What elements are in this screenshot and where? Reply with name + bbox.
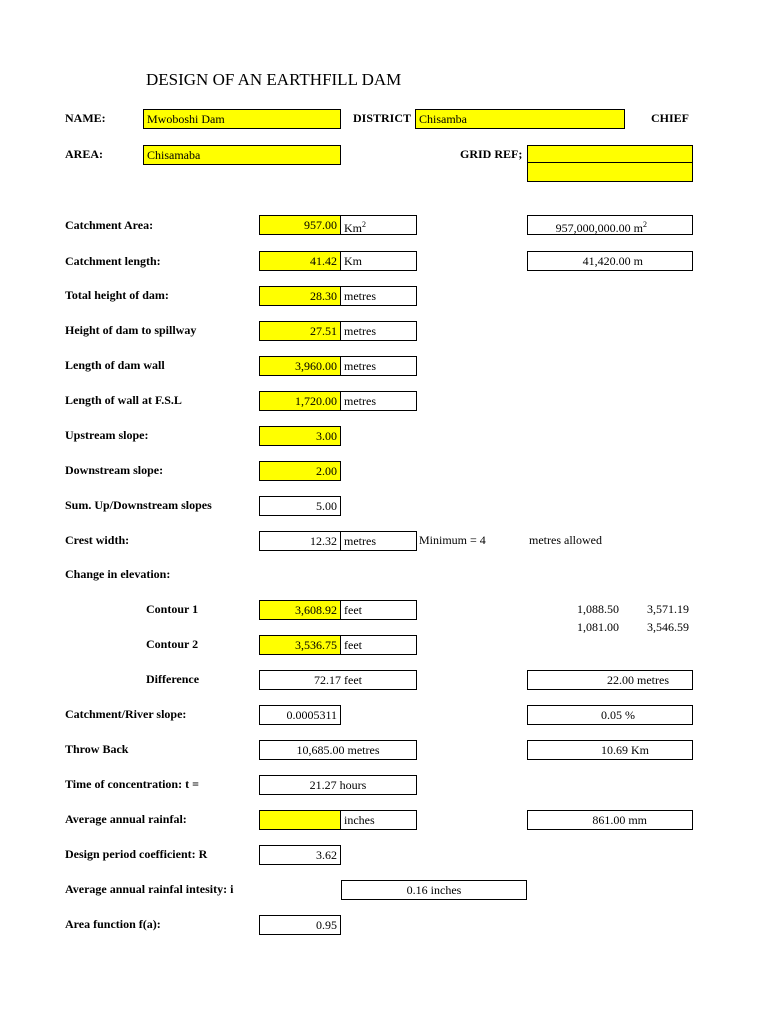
river-slope-value: 0.0005311 <box>259 705 341 725</box>
difference-metres <box>527 670 693 690</box>
alt-value: 22.00 <box>607 673 634 687</box>
catchment-length-label: Catchment length: <box>65 254 161 268</box>
chief-label: CHIEF <box>651 111 690 125</box>
length-wall-input[interactable]: 3,960.00 <box>259 356 341 376</box>
upstream-slope-input[interactable]: 3.00 <box>259 426 341 446</box>
difference-label: Difference <box>146 672 200 686</box>
alt-unit: Km <box>631 743 649 757</box>
alt-value: 861.00 <box>592 813 626 827</box>
river-slope-percent <box>527 705 693 725</box>
height-spillway-input[interactable]: 27.51 <box>259 321 341 341</box>
contour2-side-a: 1,081.00 <box>577 620 619 634</box>
alt-unit: % <box>625 708 635 722</box>
alt-unit: metres <box>637 673 669 687</box>
catchment-length-m <box>527 251 693 271</box>
catchment-length-input[interactable]: 41.42 <box>259 251 341 271</box>
rainfall-intensity-value <box>341 880 527 900</box>
alt-value: 10.69 <box>601 743 628 757</box>
height-spillway-unit: metres <box>341 321 417 341</box>
total-height-label: Total height of dam: <box>65 288 169 302</box>
annual-rainfall-unit: inches <box>341 810 417 830</box>
alt-unit: m <box>633 254 643 268</box>
unit: hours <box>339 778 367 792</box>
area-input[interactable]: Chisamaba <box>143 145 341 165</box>
total-height-input[interactable]: 28.30 <box>259 286 341 306</box>
district-label: DISTRICT <box>353 111 412 125</box>
crest-width-unit: metres <box>341 531 417 551</box>
design-coefficient-value: 3.62 <box>259 845 341 865</box>
value: 0.16 <box>406 883 428 897</box>
contour2-unit: feet <box>341 635 417 655</box>
difference-value <box>259 670 417 690</box>
unit-text: Km <box>344 221 362 235</box>
sum-slopes-label: Sum. Up/Downstream slopes <box>65 498 212 512</box>
grid-ref-label: GRID REF; <box>460 147 523 161</box>
catchment-area-input[interactable]: 957.00 <box>259 215 341 235</box>
unit: inches <box>430 883 462 897</box>
annual-rainfall-mm <box>527 810 693 830</box>
contour1-unit: feet <box>341 600 417 620</box>
contour1-side-a: 1,088.50 <box>577 602 619 616</box>
total-height-unit: metres <box>341 286 417 306</box>
length-fsl-input[interactable]: 1,720.00 <box>259 391 341 411</box>
downstream-slope-label: Downstream slope: <box>65 463 164 477</box>
name-label: NAME: <box>65 111 106 125</box>
name-input[interactable]: Mwoboshi Dam <box>143 109 341 129</box>
alt-value: 41,420.00 <box>582 254 631 268</box>
upstream-slope-label: Upstream slope: <box>65 428 149 442</box>
rainfall-intensity-label: Average annual rainfal intesity: i <box>65 882 234 896</box>
alt-value: 0.05 <box>601 708 622 722</box>
crest-width-value: 12.32 <box>259 531 341 551</box>
design-coefficient-label: Design period coefficient: R <box>65 847 208 861</box>
grid-ref-input-2[interactable] <box>527 162 693 182</box>
area-label: AREA: <box>65 147 103 161</box>
throw-back-value <box>259 740 417 760</box>
value: 21.27 <box>309 778 337 792</box>
catchment-area-label: Catchment Area: <box>65 218 154 232</box>
length-fsl-label: Length of wall at F.S.L <box>65 393 182 407</box>
throw-back-km <box>527 740 693 760</box>
contour2-label: Contour 2 <box>146 637 199 651</box>
change-elevation-label: Change in elevation: <box>65 567 171 581</box>
time-concentration-label: Time of concentration: t = <box>65 777 199 791</box>
area-function-value: 0.95 <box>259 915 341 935</box>
time-concentration-value <box>259 775 417 795</box>
value: 72.17 <box>314 673 341 687</box>
sum-slopes-value: 5.00 <box>259 496 341 516</box>
unit-sup: 2 <box>362 220 366 229</box>
unit: feet <box>344 673 362 687</box>
area-function-label: Area function f(a): <box>65 917 161 931</box>
contour1-side-b: 3,571.19 <box>647 602 689 616</box>
length-fsl-unit: metres <box>341 391 417 411</box>
contour1-input[interactable]: 3,608.92 <box>259 600 341 620</box>
river-slope-label: Catchment/River slope: <box>65 707 187 721</box>
alt-unit: m <box>633 221 643 235</box>
throw-back-label: Throw Back <box>65 742 129 756</box>
page-title: DESIGN OF AN EARTHFILL DAM <box>146 70 402 89</box>
crest-allowed-note: metres allowed <box>529 533 602 547</box>
crest-minimum-note: Minimum = 4 <box>419 533 486 547</box>
catchment-area-m2 <box>527 215 693 235</box>
alt-sup: 2 <box>643 220 647 229</box>
length-wall-label: Length of dam wall <box>65 358 165 372</box>
annual-rainfall-label: Average annual rainfal: <box>65 812 187 826</box>
unit: metres <box>347 743 380 757</box>
contour2-input[interactable]: 3,536.75 <box>259 635 341 655</box>
alt-value: 957,000,000.00 <box>555 221 631 235</box>
catchment-length-unit: Km <box>341 251 417 271</box>
catchment-area-unit <box>341 215 417 235</box>
district-input[interactable]: Chisamba <box>415 109 625 129</box>
contour1-label: Contour 1 <box>146 602 199 616</box>
crest-width-label: Crest width: <box>65 533 130 547</box>
alt-unit: mm <box>628 813 647 827</box>
value: 10,685.00 <box>296 743 345 757</box>
downstream-slope-input[interactable]: 2.00 <box>259 461 341 481</box>
annual-rainfall-input[interactable] <box>259 810 341 830</box>
contour2-side-b: 3,546.59 <box>647 620 689 634</box>
length-wall-unit: metres <box>341 356 417 376</box>
height-spillway-label: Height of dam to spillway <box>65 323 197 337</box>
